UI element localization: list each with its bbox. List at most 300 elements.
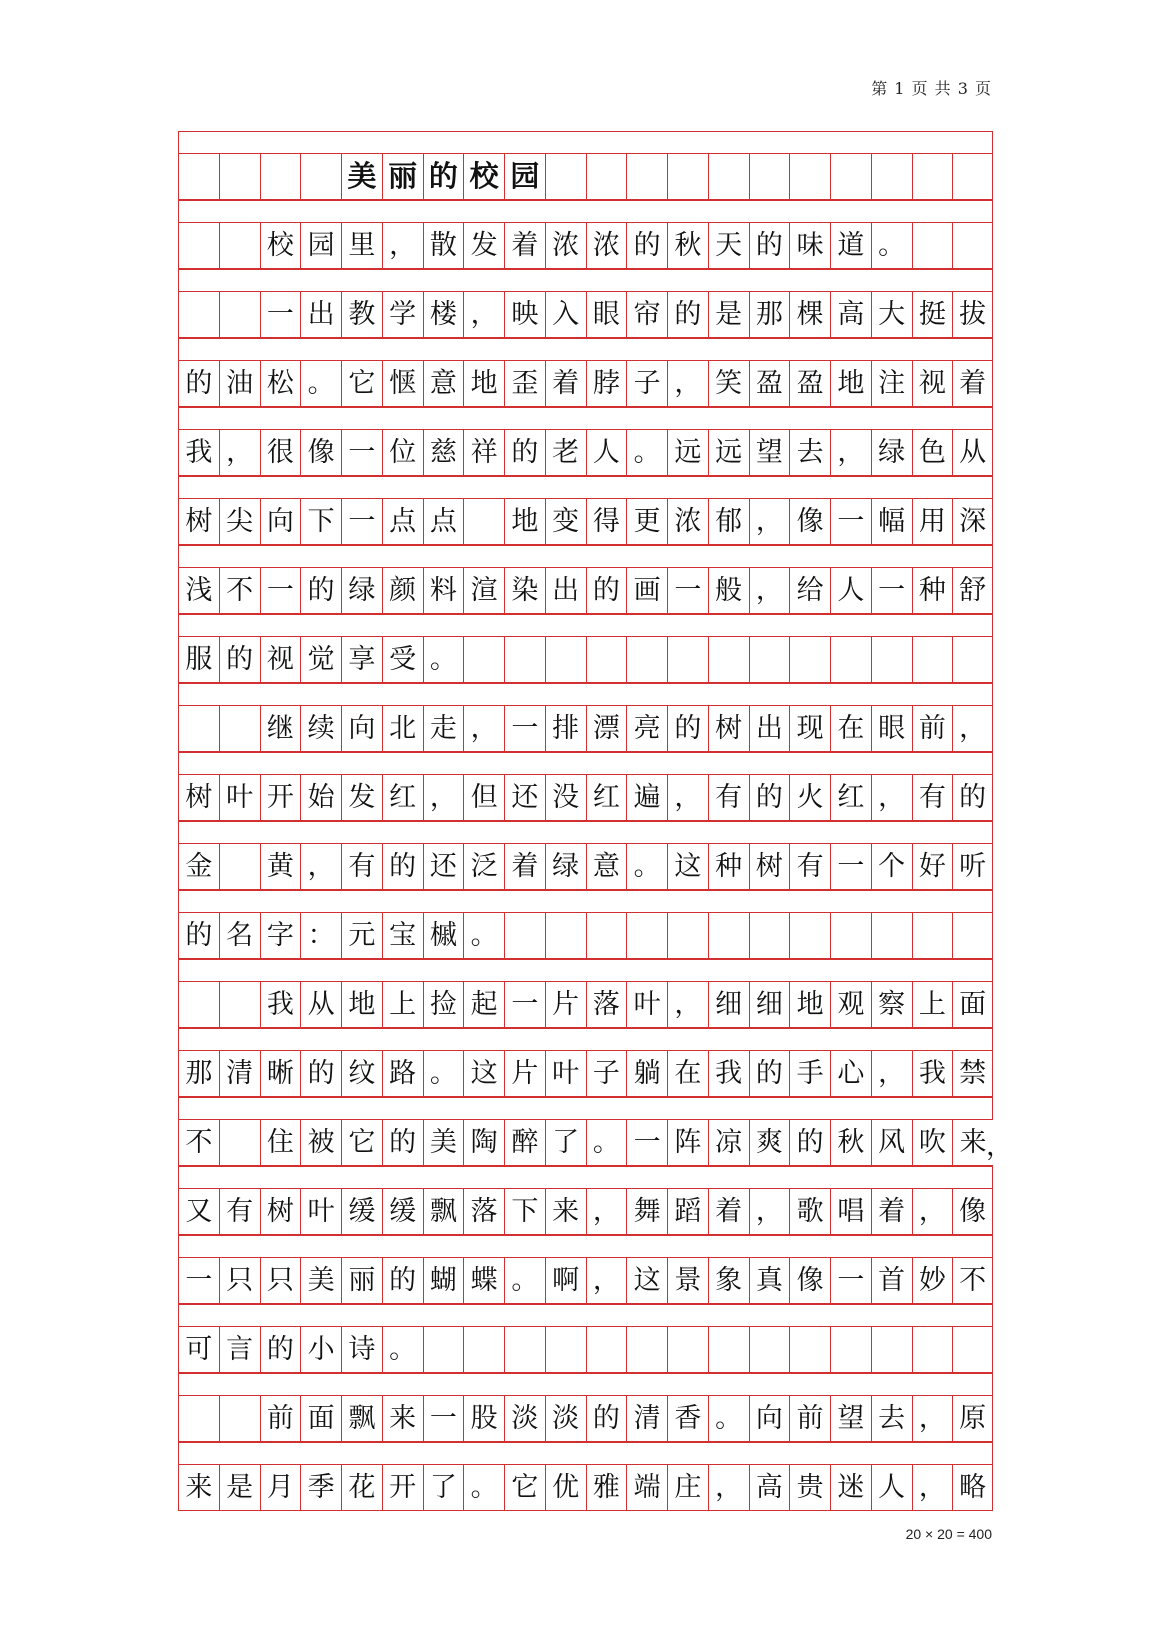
row-gap (178, 545, 993, 567)
grid-cell (504, 913, 545, 958)
grid-cell: ， (708, 1465, 749, 1510)
grid-cell: 来 (382, 1396, 423, 1441)
grid-cell: 续 (300, 706, 341, 751)
grid-cell: 秋 (830, 1120, 871, 1165)
grid-cell: 高 (830, 292, 871, 337)
grid-cell: 种 (708, 844, 749, 889)
grid-cell: 松 (260, 361, 301, 406)
grid-cell: ， (871, 775, 912, 820)
grid-cell: 优 (545, 1465, 586, 1510)
grid-cell: 一 (504, 982, 545, 1027)
grid-cell (626, 637, 667, 682)
grid-cell: 禁 (952, 1051, 993, 1096)
grid-cell: 这 (667, 844, 708, 889)
grid-cell: 的 (586, 568, 627, 613)
grid-cell: 我 (178, 430, 219, 475)
grid-cell: 油 (219, 361, 260, 406)
grid-cell: 着 (545, 361, 586, 406)
grid-cell: 视 (260, 637, 301, 682)
grid-cell (912, 154, 953, 199)
grid-cell: 笑 (708, 361, 749, 406)
grid-cell: 阵 (667, 1120, 708, 1165)
grid-cell: 了 (545, 1120, 586, 1165)
grid-cell: 着 (871, 1189, 912, 1234)
grid-cell: 纹 (341, 1051, 382, 1096)
grid-cell: 的 (626, 223, 667, 268)
grid-cell: 秋 (667, 223, 708, 268)
row-gap (178, 821, 993, 843)
grid-cell: ， (952, 706, 993, 751)
grid-cell: 树 (178, 775, 219, 820)
grid-cell: 火 (789, 775, 830, 820)
grid-cell: 人 (871, 1465, 912, 1510)
grid-cell: 不 (178, 1120, 219, 1165)
grid-cell: 颜 (382, 568, 423, 613)
grid-cell (504, 637, 545, 682)
grid-cell: 略 (952, 1465, 993, 1510)
grid-cell: 。 (423, 637, 464, 682)
grid-cell: 叶 (300, 1189, 341, 1234)
grid-cell: 槭 (423, 913, 464, 958)
grid-cell: 来 (545, 1189, 586, 1234)
grid-cell: 被 (300, 1120, 341, 1165)
grid-cell: 走 (423, 706, 464, 751)
grid-cell: 园 (300, 223, 341, 268)
grid-cell: 一 (667, 568, 708, 613)
grid-cell (749, 913, 790, 958)
grid-cell: 丽 (341, 1258, 382, 1303)
grid-cell: 里 (341, 223, 382, 268)
grid-cell (952, 223, 993, 268)
grid-cell: 缓 (382, 1189, 423, 1234)
grid-cell: 红 (586, 775, 627, 820)
grid-cell: 盈 (789, 361, 830, 406)
grid-cell: 的 (667, 292, 708, 337)
grid-cell: 一 (423, 1396, 464, 1441)
grid-cell: 的 (178, 361, 219, 406)
row-gap (178, 131, 993, 153)
grid-cell: 的 (667, 706, 708, 751)
grid-cell: 清 (219, 1051, 260, 1096)
grid-cell: 亮 (626, 706, 667, 751)
grid-cell: ， (586, 1189, 627, 1234)
grid-cell: 它 (341, 361, 382, 406)
text-row (178, 222, 993, 269)
grid-cell (667, 913, 708, 958)
grid-cell: 高 (749, 1465, 790, 1510)
grid-cell: 学 (382, 292, 423, 337)
grid-cell (667, 637, 708, 682)
grid-cell: 我 (708, 1051, 749, 1096)
grid-cell: 的 (423, 154, 464, 199)
grid-cell: 天 (708, 223, 749, 268)
grid-cell: 像 (300, 430, 341, 475)
grid-cell: 子 (586, 1051, 627, 1096)
grid-cell: 深 (952, 499, 993, 544)
grid-cell (219, 292, 260, 337)
grid-cell: 盈 (749, 361, 790, 406)
grid-cell: 。 (504, 1258, 545, 1303)
grid-cell: 树 (708, 706, 749, 751)
grid-cell: 叶 (545, 1051, 586, 1096)
grid-cell: ， (749, 1189, 790, 1234)
grid-cell: 上 (912, 982, 953, 1027)
grid-cell: 眼 (871, 706, 912, 751)
grid-cell: 一 (178, 1258, 219, 1303)
grid-cell (586, 913, 627, 958)
grid-cell (300, 154, 341, 199)
row-gap (178, 200, 993, 222)
grid-cell: 有 (708, 775, 749, 820)
grid-cell: 。 (423, 1051, 464, 1096)
grid-cell: 望 (749, 430, 790, 475)
grid-cell: 很 (260, 430, 301, 475)
grid-cell: 棵 (789, 292, 830, 337)
grid-cell: 蝶 (463, 1258, 504, 1303)
grid-cell (830, 154, 871, 199)
grid-cell: 一 (830, 1258, 871, 1303)
text-row (178, 1050, 993, 1097)
row-gap (178, 614, 993, 636)
grid-cell: 上 (382, 982, 423, 1027)
grid-cell: 飘 (341, 1396, 382, 1441)
grid-cell: 子 (626, 361, 667, 406)
grid-cell: 首 (871, 1258, 912, 1303)
grid-cell: 一 (260, 292, 301, 337)
composition-grid (178, 131, 1013, 1511)
grid-cell: 凉 (708, 1120, 749, 1165)
grid-cell: 像 (952, 1189, 993, 1234)
grid-cell (178, 1396, 219, 1441)
grid-cell: ， (749, 568, 790, 613)
grid-cell: 。 (463, 1465, 504, 1510)
grid-cell (219, 154, 260, 199)
grid-cell (626, 913, 667, 958)
text-row (178, 1188, 993, 1235)
grid-cell (789, 154, 830, 199)
grid-cell: ： (300, 913, 341, 958)
row-gap (178, 1028, 993, 1050)
grid-cell: ， (667, 982, 708, 1027)
row-gap (178, 338, 993, 360)
grid-cell: 心 (830, 1051, 871, 1096)
grid-cell: 缓 (341, 1189, 382, 1234)
grid-cell: 注 (871, 361, 912, 406)
grid-cell: 受 (382, 637, 423, 682)
grid-cell: 这 (463, 1051, 504, 1096)
grid-cell: 的 (382, 844, 423, 889)
grid-count-footer: 20 × 20 = 400 (905, 1526, 992, 1542)
grid-cell: 教 (341, 292, 382, 337)
grid-cell: 绿 (871, 430, 912, 475)
grid-cell: 手 (789, 1051, 830, 1096)
grid-cell: 只 (260, 1258, 301, 1303)
grid-cell (912, 913, 953, 958)
grid-cell: 妙 (912, 1258, 953, 1303)
grid-cell: 。 (382, 1327, 423, 1372)
grid-cell: 意 (423, 361, 464, 406)
grid-cell: 真 (749, 1258, 790, 1303)
grid-cell (830, 637, 871, 682)
grid-cell: 。 (463, 913, 504, 958)
text-row (178, 1395, 993, 1442)
grid-cell: 一 (830, 499, 871, 544)
grid-cell: 人 (586, 430, 627, 475)
row-gap (178, 407, 993, 429)
grid-cell (667, 1327, 708, 1372)
row-gap (178, 1097, 993, 1119)
grid-cell (178, 982, 219, 1027)
grid-cell: 舞 (626, 1189, 667, 1234)
grid-cell: 浅 (178, 568, 219, 613)
grid-cell: 下 (300, 499, 341, 544)
grid-cell: 。 (300, 361, 341, 406)
grid-cell: 啊 (545, 1258, 586, 1303)
grid-cell: 有 (912, 775, 953, 820)
grid-cell: 校 (260, 223, 301, 268)
grid-cell: 红 (830, 775, 871, 820)
grid-cell (219, 844, 260, 889)
grid-cell (830, 913, 871, 958)
row-gap (178, 1304, 993, 1326)
grid-cell (952, 637, 993, 682)
grid-cell: 前 (912, 706, 953, 751)
grid-cell: 点 (423, 499, 464, 544)
text-row (178, 360, 993, 407)
grid-cell: 美 (341, 154, 382, 199)
grid-cell: 望 (830, 1396, 871, 1441)
grid-cell (952, 1327, 993, 1372)
grid-cell: 花 (341, 1465, 382, 1510)
grid-cell: 帘 (626, 292, 667, 337)
grid-cell: 但 (463, 775, 504, 820)
grid-cell (219, 1396, 260, 1441)
text-row (178, 1326, 993, 1373)
grid-cell: 红 (382, 775, 423, 820)
grid-cell: 我 (912, 1051, 953, 1096)
grid-cell: 觉 (300, 637, 341, 682)
grid-cell: 地 (789, 982, 830, 1027)
grid-cell: 像 (789, 499, 830, 544)
grid-cell (912, 637, 953, 682)
grid-cell: 片 (504, 1051, 545, 1096)
grid-cell: 端 (626, 1465, 667, 1510)
grid-cell: 着 (504, 223, 545, 268)
grid-cell (871, 913, 912, 958)
grid-cell: 远 (708, 430, 749, 475)
grid-cell: 香 (667, 1396, 708, 1441)
grid-cell: 位 (382, 430, 423, 475)
grid-cell: 排 (545, 706, 586, 751)
grid-cell: 画 (626, 568, 667, 613)
grid-cell: 丽 (382, 154, 423, 199)
grid-cell: 郁 (708, 499, 749, 544)
grid-cell: 绿 (545, 844, 586, 889)
grid-cell: 发 (341, 775, 382, 820)
row-gap (178, 959, 993, 981)
grid-cell: 言 (219, 1327, 260, 1372)
grid-cell (260, 154, 301, 199)
grid-cell: 着 (952, 361, 993, 406)
grid-cell: 浓 (586, 223, 627, 268)
grid-cell (219, 223, 260, 268)
grid-cell: 有 (219, 1189, 260, 1234)
row-gap (178, 1373, 993, 1395)
grid-cell: ， (667, 775, 708, 820)
grid-cell: 爽 (749, 1120, 790, 1165)
grid-cell: ， (300, 844, 341, 889)
grid-cell (789, 1327, 830, 1372)
grid-cell: 老 (545, 430, 586, 475)
grid-cell: 字 (260, 913, 301, 958)
text-row (178, 705, 993, 752)
grid-cell: 黄 (260, 844, 301, 889)
grid-cell (749, 154, 790, 199)
grid-cell: 雅 (586, 1465, 627, 1510)
grid-cell (667, 154, 708, 199)
grid-cell: 唱 (830, 1189, 871, 1234)
grid-cell: 象 (708, 1258, 749, 1303)
grid-cell (708, 1327, 749, 1372)
grid-cell: 的 (382, 1120, 423, 1165)
grid-cell: 的 (749, 1051, 790, 1096)
grid-cell: 它 (341, 1120, 382, 1165)
grid-cell: 北 (382, 706, 423, 751)
grid-cell: 。 (626, 844, 667, 889)
grid-cell: 向 (260, 499, 301, 544)
grid-cell: 楼 (423, 292, 464, 337)
grid-cell: 的 (749, 775, 790, 820)
grid-cell: 校 (463, 154, 504, 199)
grid-cell: 慈 (423, 430, 464, 475)
grid-cell: 着 (708, 1189, 749, 1234)
grid-cell: 视 (912, 361, 953, 406)
grid-cell: 树 (749, 844, 790, 889)
grid-cell: ， (423, 775, 464, 820)
grid-cell: 向 (749, 1396, 790, 1441)
grid-cell: 那 (749, 292, 790, 337)
grid-cell: 宝 (382, 913, 423, 958)
grid-cell (626, 1327, 667, 1372)
grid-cell: 远 (667, 430, 708, 475)
grid-cell (423, 1327, 464, 1372)
grid-cell: 有 (789, 844, 830, 889)
grid-cell: 只 (219, 1258, 260, 1303)
grid-cell: 出 (300, 292, 341, 337)
grid-cell: 惬 (382, 361, 423, 406)
grid-cell (830, 1327, 871, 1372)
grid-cell: 落 (586, 982, 627, 1027)
grid-cell: 庄 (667, 1465, 708, 1510)
grid-cell: 季 (300, 1465, 341, 1510)
grid-cell: 贵 (789, 1465, 830, 1510)
grid-cell: 树 (260, 1189, 301, 1234)
grid-cell: 起 (463, 982, 504, 1027)
grid-cell: 醉 (504, 1120, 545, 1165)
grid-cell: 察 (871, 982, 912, 1027)
grid-cell: 意 (586, 844, 627, 889)
grid-cell: 般 (708, 568, 749, 613)
grid-cell: 那 (178, 1051, 219, 1096)
grid-cell: 的 (586, 1396, 627, 1441)
grid-cell: ， (749, 499, 790, 544)
grid-cell: 点 (382, 499, 423, 544)
grid-cell: 不 (952, 1258, 993, 1303)
grid-cell (952, 913, 993, 958)
text-row (178, 291, 993, 338)
grid-cell: 给 (789, 568, 830, 613)
grid-cell: 像 (789, 1258, 830, 1303)
grid-cell: ， (830, 430, 871, 475)
grid-cell: 渲 (463, 568, 504, 613)
grid-cell: 染 (504, 568, 545, 613)
grid-cell (708, 913, 749, 958)
grid-cell: 吹 (912, 1120, 953, 1165)
grid-cell (545, 1327, 586, 1372)
grid-cell: 地 (463, 361, 504, 406)
grid-cell: 入 (545, 292, 586, 337)
grid-cell: 去 (789, 430, 830, 475)
grid-cell (178, 154, 219, 199)
row-gap (178, 1166, 993, 1188)
grid-cell: 的 (789, 1120, 830, 1165)
grid-cell: ， (667, 361, 708, 406)
grid-cell: ， (586, 1258, 627, 1303)
grid-cell: 清 (626, 1396, 667, 1441)
grid-cell: 散 (423, 223, 464, 268)
row-gap (178, 1442, 993, 1464)
grid-cell: 眼 (586, 292, 627, 337)
grid-cell: 开 (260, 775, 301, 820)
grid-cell (912, 1327, 953, 1372)
grid-cell: ， (871, 1051, 912, 1096)
grid-cell (504, 1327, 545, 1372)
grid-cell (219, 706, 260, 751)
grid-cell: 地 (341, 982, 382, 1027)
grid-cell: 一 (341, 430, 382, 475)
grid-cell: 的 (178, 913, 219, 958)
grid-cell (626, 154, 667, 199)
grid-cell: 有 (341, 844, 382, 889)
grid-cell: 景 (667, 1258, 708, 1303)
grid-cell: 大 (871, 292, 912, 337)
grid-cell: 树 (178, 499, 219, 544)
grid-cell: ， (219, 430, 260, 475)
grid-cell (463, 637, 504, 682)
row-gap (178, 683, 993, 705)
grid-cell: ， (382, 223, 423, 268)
grid-cell: 可 (178, 1327, 219, 1372)
grid-cell (871, 154, 912, 199)
grid-cell: 听 (952, 844, 993, 889)
text-row (178, 1257, 993, 1304)
grid-cell: 观 (830, 982, 871, 1027)
grid-cell: 人 (830, 568, 871, 613)
grid-cell (912, 223, 953, 268)
grid-cell (545, 154, 586, 199)
grid-cell: 地 (504, 499, 545, 544)
grid-cell: ， (463, 706, 504, 751)
grid-cell: 迷 (830, 1465, 871, 1510)
grid-cell: 捡 (423, 982, 464, 1027)
grid-cell: 原 (952, 1396, 993, 1441)
grid-cell: 挺 (912, 292, 953, 337)
grid-cell: 祥 (463, 430, 504, 475)
grid-cell: 出 (749, 706, 790, 751)
grid-cell: 从 (300, 982, 341, 1027)
grid-cell: 服 (178, 637, 219, 682)
grid-cell (871, 637, 912, 682)
